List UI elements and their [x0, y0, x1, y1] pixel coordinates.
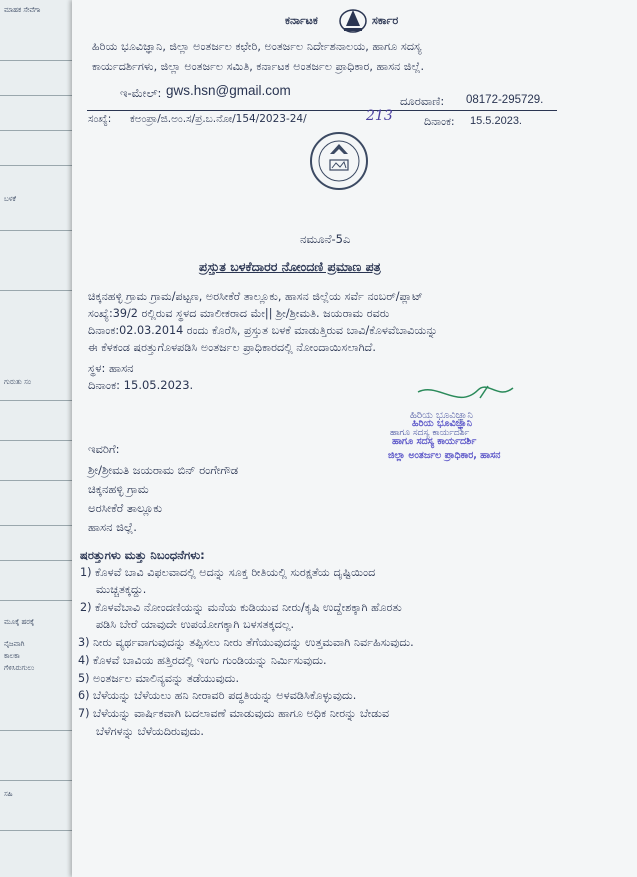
signatory-sub: ಹಾಗೂ ಸದಸ್ಯ ಕಾರ್ಯದರ್ಶಿ — [390, 428, 470, 438]
header-gov: ಸರ್ಕಾರ — [372, 14, 399, 27]
signatory-title: ಹಿರಿಯ ಭೂವಿಜ್ಞಾನಿ — [410, 410, 473, 421]
condition-line: 3) ನೀರು ವ್ಯರ್ಥವಾಗುವುದನ್ನು ತಪ್ಪಿಸಲು ನೀರು ತೆಗೆಯುವುದನ್ನು ಉತ್ತಮವಾಗಿ ನಿರ್ವಹಿಸುವುದು. — [78, 636, 414, 649]
condition-line: 5) ಅಂತರ್ಜಲ ಮಾಲಿನ್ಯವನ್ನು ತಡೆಯುವುದು. — [78, 672, 240, 685]
condition-line: 2) ಕೊಳವೆಬಾವಿ ನೋಂದಣಿಯನ್ನು ಮನೆಯ ಕುಡಿಯುವ ನೀರು/ಕೃಷಿ ಉದ್ದೇಶಕ್ಕಾಗಿ ಹೊರತು — [80, 601, 402, 614]
place: ಸ್ಥಳ: ಹಾಸನ — [88, 361, 134, 375]
form-title: ಪ್ರಸ್ತುತ ಬಳಕೆದಾರರ ನೋಂದಣಿ ಪ್ರಮಾಣ ಪತ್ರ — [199, 259, 381, 274]
condition-line: ಮುಚ್ಚತಕ್ಕದ್ದು. — [96, 583, 147, 596]
underlay-text: ಬಳಕೆ — [4, 195, 16, 203]
state-emblem-icon — [336, 4, 370, 34]
ref-handwritten: 213 — [366, 108, 393, 124]
underlay-text: ಮೂಕ್ಕೆ ಹರಕ್ಕೆ — [4, 618, 35, 626]
stamp-line-1: ಹಿರಿಯ ಭೂವಿಜ್ಞಾನಿ — [412, 418, 473, 429]
phone-number: 08172-295729. — [466, 94, 544, 106]
underlay-text: ಮಾಹಕ ಸೇವೆಗಾ — [4, 6, 41, 14]
recipient-line: ಚಿಕ್ಕನಹಳ್ಳಿ ಗ್ರಾಮ — [88, 482, 149, 496]
office-line-2: ಕಾರ್ಯದರ್ಶಿಗಳು, ಜಿಲ್ಲಾ ಅಂತರ್ಜಲ ಸಮಿತಿ, ಕರ್ನಾಟಕ ಅಂತರ್ಜಲ ಪ್ರಾಧಿಕಾರ, ಹಾಸನ ಜಿಲ್ಲೆ. — [92, 60, 425, 73]
recipient-label: ಇವರಿಗೆ: — [88, 442, 120, 456]
phone-label: ದೂರವಾಣಿ: — [400, 94, 445, 108]
email-address: gws.hsn@gmail.com — [166, 83, 291, 98]
form-number: ನಮೂನೆ-5ಎ — [300, 232, 351, 246]
ref-number: ಕಅಂಪ್ರಾ/ಜಿ.ಅಂ.ಸ/ಪ್ರ.ಬ.ನೋ/154/2023-24/ — [130, 113, 307, 125]
office-line-1: ಹಿರಿಯ ಭೂವಿಜ್ಞಾನಿ, ಜಿಲ್ಲಾ ಅಂತರ್ಜಲ ಕಛೇರಿ, ಅಂತರ್ಜಲ ನಿರ್ದೇಶನಾಲಯ, ಹಾಗೂ ಸದಸ್ಯ — [92, 40, 422, 53]
body-line: ದಿನಾಂಕ:02.03.2014 ರಂದು ಕೊರೆಸಿ, ಪ್ರಸ್ತುತ ಬಳಕೆ ಮಾಡುತ್ತಿರುವ ಬಾವಿ/ಕೊಳವೆಬಾವಿಯನ್ನು — [88, 324, 438, 337]
underlay-text: ನೈಜವಾಗಿ — [4, 640, 25, 648]
body-line: ಚಿಕ್ಕನಹಳ್ಳಿ ಗ್ರಾಮ ಗ್ರಾಮ/ಪಟ್ಟಣ, ಅರಸೀಕೆರೆ ತಾಲ್ಲೂಕು, ಹಾಸನ ಜಿಲ್ಲೆಯ ಸರ್ವೆ ನಂಬರ್/ಪ್ಲಾಟ್ — [88, 290, 423, 303]
conditions-title: ಷರತ್ತುಗಳು ಮತ್ತು ನಿಬಂಧನೆಗಳು: — [80, 548, 205, 562]
body-line: ಈ ಕೆಳಕಂಡ ಷರತ್ತುಗೊಳಪಡಿಸಿ ಅಂತರ್ಜಲ ಪ್ರಾಧಿಕಾರದಲ್ಲಿ ನೋಂದಾಯಿಸಲಾಗಿದೆ. — [88, 341, 376, 354]
underlay-text: ಕಾಲಕಾ — [4, 652, 20, 660]
condition-line: ಪಡಿಸಿ ಬೇರೆ ಯಾವುದೇ ಉಪಯೋಗಕ್ಕಾಗಿ ಬಳಸತಕ್ಕದಲ್ಲ. — [96, 618, 295, 631]
underlay-text: ಸಹಿ — [4, 790, 13, 798]
header-state: ಕರ್ನಾಟಕ — [285, 14, 318, 27]
date-label: ದಿನಾಂಕ: — [424, 115, 455, 128]
ref-label: ಸಂಖ್ಯೆ: — [88, 113, 112, 125]
email-label: ಇ-ಮೇಲ್: — [120, 86, 162, 100]
stamp-line-3: ಜಿಲ್ಲಾ ಅಂತರ್ಜಲ ಪ್ರಾಧಿಕಾರ, ಹಾಸನ — [388, 450, 501, 461]
recipient-line: ಅರಸೀಕೆರೆ ತಾಲ್ಲೂಕು — [88, 501, 163, 515]
recipient-line: ಶ್ರೀ/ಶ್ರೀಮತಿ ಜಯರಾಮ ಬಿನ್ ರಂಗೇಗೌಡ — [88, 463, 239, 477]
condition-line: 1) ಕೊಳವೆ ಬಾವಿ ವಿಫಲವಾದಲ್ಲಿ ಅದನ್ನು ಸೂಕ್ತ ರೀತಿಯಲ್ಲಿ ಸುರಕ್ಷತೆಯ ದೃಷ್ಟಿಯಿಂದ — [80, 566, 376, 579]
condition-line: 6) ಬೆಳೆಯನ್ನು ಬೆಳೆಯಲು ಹನಿ ನೀರಾವರಿ ಪದ್ಧತಿಯನ್ನು ಅಳವಡಿಸಿಕೊಳ್ಳುವುದು. — [78, 689, 357, 702]
stamp-line-2: ಹಾಗೂ ಸದಸ್ಯ ಕಾರ್ಯದರ್ಶಿ — [392, 436, 477, 447]
underlay-text: ಗೆಳಿಸಿರುಗುಲು — [4, 664, 35, 672]
department-seal-icon — [308, 130, 370, 192]
condition-line: ಬೆಳೆಗಳನ್ನು ಬೆಳೆಯದಿರುವುದು. — [96, 725, 204, 738]
underlay-text: ಗುರುತು ಸಂ — [4, 378, 31, 386]
issue-date: ದಿನಾಂಕ: 15.05.2023. — [88, 378, 194, 392]
header-divider — [87, 110, 557, 111]
header-date: 15.5.2023. — [470, 115, 522, 127]
condition-line: 4) ಕೊಳವೆ ಬಾವಿಯ ಹತ್ತಿರದಲ್ಲಿ ಇಂಗು ಗುಂಡಿಯನ್ನು ನಿರ್ಮಿಸುವುದು. — [78, 654, 327, 667]
recipient-line: ಹಾಸನ ಜಿಲ್ಲೆ. — [88, 520, 137, 534]
condition-line: 7) ಬೆಳೆಯನ್ನು ವಾರ್ಷಿಕವಾಗಿ ಬದಲಾವಣೆ ಮಾಡುವುದು ಹಾಗೂ ಅಧಿಕ ನೀರನ್ನು ಬೇಡುವ — [78, 707, 390, 720]
body-line: ಸಂಖ್ಯೆ:39/2 ರಲ್ಲಿರುವ ಸ್ಥಳದ ಮಾಲೀಕರಾದ ಮೇ|| ಶ್ರೀ/ಶ್ರೀಮತಿ. ಜಯರಾಮ ರವರು — [88, 307, 390, 320]
